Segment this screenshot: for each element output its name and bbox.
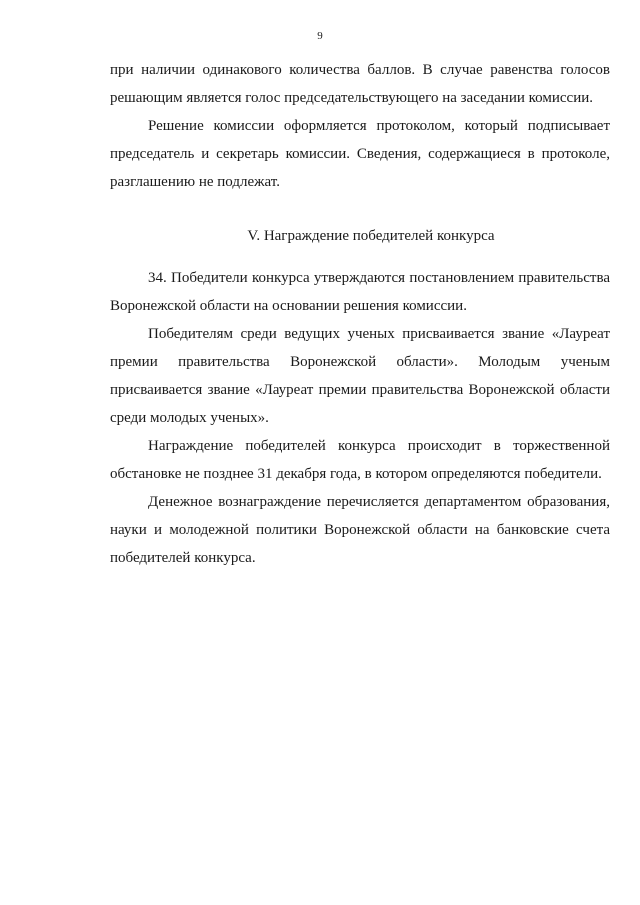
paragraph-protocol: Решение комиссии оформляется протоколом, который подписывает председатель и секретарь комиссии. Сведения, содержащиеся в протоколе, разглашению не подлежат.	[110, 118, 610, 190]
document-body	[110, 56, 610, 572]
paragraph-34: 34. Победители конкурса утверждаются постановлением правительства Воронежской области на основании решения комиссии.	[110, 270, 610, 314]
paragraph-laureate-titles: Победителям среди ведущих ученых присваивается звание «Лауреат премии правительства Воронежской области». Молодым ученым присваивается звание «Лауреат премии правительства Воронежской области среди молодых ученых».	[110, 326, 610, 426]
section-title: V. Награждение победителей конкурса	[247, 228, 495, 244]
paragraph-continuation: при наличии одинакового количества баллов. В случае равенства голосов решающим является голос председательствующего на заседании комиссии.	[110, 62, 610, 106]
paragraph-award-ceremony: Награждение победителей конкурса происходит в торжественной обстановке не позднее 31 декабря года, в котором определяются победители.	[110, 438, 610, 482]
section-spacer	[110, 250, 610, 264]
page-number: 9	[317, 30, 323, 42]
paragraph-monetary-award: Денежное вознаграждение перечисляется департаментом образования, науки и молодежной политики Воронежской области на банковские счета победителей конкурса.	[110, 494, 610, 566]
